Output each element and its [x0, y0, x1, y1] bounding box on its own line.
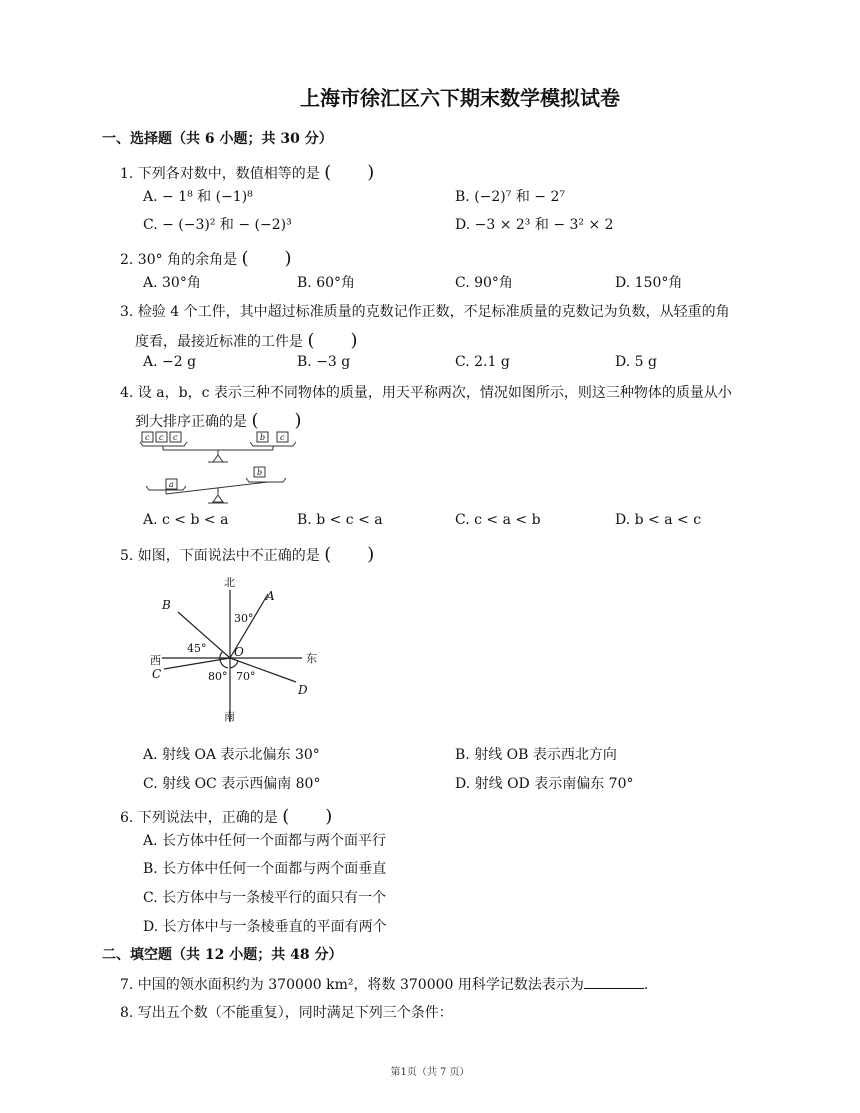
- q1-option-c: C. − (−3)² 和 − (−2)³: [143, 217, 292, 233]
- question-6: [120, 802, 332, 828]
- label-point-c: C: [152, 667, 162, 681]
- question-5: [120, 540, 374, 566]
- question-6-stem: 6. 下列说法中，正确的是: [120, 810, 278, 826]
- label-point-b: B: [162, 598, 171, 612]
- q3-option-d: D. 5 g: [615, 354, 657, 370]
- question-7: [120, 974, 648, 994]
- balance-scale-figure: [138, 428, 303, 510]
- q5-option-a: A. 射线 OA 表示北偏东 30°: [143, 747, 320, 763]
- section-heading-fill-in: 二、填空题（共 12 小题；共 48 分）: [102, 947, 343, 963]
- answer-paren: ( ): [282, 806, 333, 827]
- label-south: 南: [224, 710, 235, 723]
- label-angle-70: 70°: [236, 670, 256, 683]
- weight-c: c: [159, 433, 164, 442]
- question-8: 8. 写出五个数（不能重复），同时满足下列三个条件：: [120, 1005, 453, 1021]
- q6-option-d: D. 长方体中与一条棱垂直的平面有两个: [143, 919, 387, 935]
- answer-blank[interactable]: [584, 976, 644, 989]
- q2-option-b: B. 60°角: [297, 275, 356, 291]
- q1-option-d: D. −3 × 2³ 和 − 3² × 2: [455, 217, 614, 233]
- question-1: [120, 158, 374, 184]
- q4-option-d: D. b < a < c: [615, 512, 702, 528]
- question-3-line-1: 3. 检验 4 个工件，其中超过标准质量的克数记作正数，不足标准质量的克数记为负数，从轻重的角: [120, 304, 730, 320]
- q5-option-c: C. 射线 OC 表示西偏南 80°: [143, 776, 321, 792]
- question-7-stem: 7. 中国的领水面积约为 370000 km²，将数 370000 用科学记数法表示为: [120, 977, 584, 993]
- question-4-line-1: 4. 设 a，b，c 表示三种不同物体的质量，用天平称两次，情况如图所示，则这三种物体的质量从小: [120, 385, 732, 401]
- label-north: 北: [224, 576, 235, 589]
- page-title: 上海市徐汇区六下期末数学模拟试卷: [300, 86, 620, 110]
- label-angle-80: 80°: [208, 670, 228, 683]
- q6-option-c: C. 长方体中与一条棱平行的面只有一个: [143, 890, 387, 906]
- q6-option-a: A. 长方体中任何一个面都与两个面平行: [143, 833, 387, 849]
- q1-option-a: A. − 1⁸ 和 (−1)⁸: [143, 189, 253, 205]
- label-angle-45: 45°: [187, 642, 207, 655]
- page-footer: 第1页（共 7 页）: [390, 1067, 470, 1078]
- q1-option-b: B. (−2)⁷ 和 − 2⁷: [455, 189, 565, 205]
- compass-direction-figure: [140, 572, 330, 728]
- q4-option-a: A. c < b < a: [143, 512, 229, 528]
- q3-option-b: B. −3 g: [297, 354, 351, 370]
- weight-c: c: [145, 433, 150, 442]
- answer-paren: ( ): [251, 410, 302, 431]
- question-5-stem: 5. 如图，下面说法中不正确的是: [120, 548, 320, 564]
- answer-paren: ( ): [324, 544, 375, 565]
- question-3-stem-end: 度看，最接近标准的工件是: [135, 334, 303, 350]
- weight-a: a: [169, 480, 174, 489]
- q2-option-a: A. 30°角: [143, 275, 201, 291]
- question-2: [120, 244, 292, 270]
- label-point-a: A: [266, 589, 275, 603]
- section-heading-choice: 一、选择题（共 6 小题；共 30 分）: [102, 131, 333, 147]
- label-east: 东: [306, 652, 317, 665]
- question-2-stem: 2. 30° 角的余角是: [120, 252, 238, 268]
- q3-option-a: A. −2 g: [143, 354, 197, 370]
- q3-option-c: C. 2.1 g: [455, 354, 510, 370]
- question-7-period: .: [643, 977, 649, 993]
- answer-paren: ( ): [324, 162, 375, 183]
- weight-c: c: [173, 433, 178, 442]
- weight-c: c: [280, 433, 285, 442]
- weight-b: b: [257, 468, 263, 477]
- question-4-stem-end: 到大排序正确的是: [135, 414, 247, 430]
- label-west: 西: [150, 654, 161, 667]
- question-1-stem: 1. 下列各对数中，数值相等的是: [120, 166, 320, 182]
- answer-paren: ( ): [307, 330, 358, 351]
- q2-option-c: C. 90°角: [455, 275, 513, 291]
- question-3-line-2: [135, 326, 358, 352]
- q6-option-b: B. 长方体中任何一个面都与两个面垂直: [143, 861, 387, 877]
- q2-option-d: D. 150°角: [615, 275, 683, 291]
- answer-paren: ( ): [241, 248, 292, 269]
- q4-option-c: C. c < a < b: [455, 512, 541, 528]
- label-point-o: O: [234, 645, 244, 659]
- q5-option-b: B. 射线 OB 表示西北方向: [455, 747, 617, 763]
- weight-b: b: [260, 433, 266, 442]
- label-point-d: D: [298, 683, 308, 697]
- q5-option-d: D. 射线 OD 表示南偏东 70°: [455, 776, 634, 792]
- label-angle-30: 30°: [234, 612, 254, 625]
- q4-option-b: B. b < c < a: [297, 512, 383, 528]
